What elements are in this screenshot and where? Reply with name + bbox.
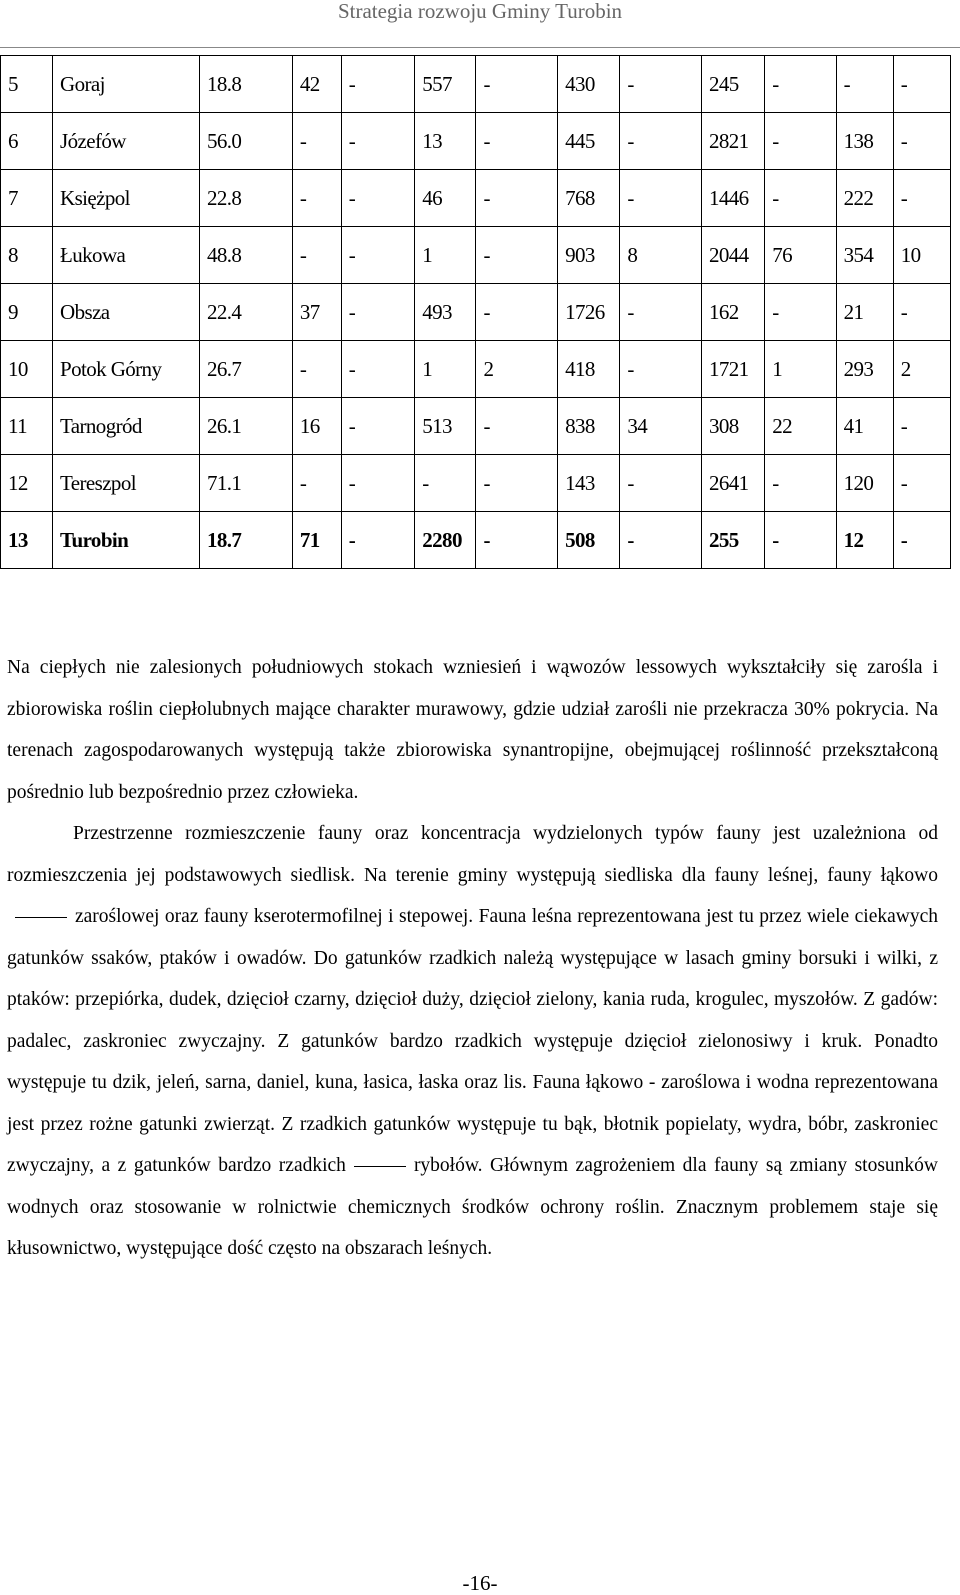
table-cell: 354 (836, 227, 893, 284)
table-cell: - (765, 113, 836, 170)
table-cell: 768 (558, 170, 620, 227)
table-cell: - (476, 284, 558, 341)
table-cell: - (765, 56, 836, 113)
table-cell: - (620, 455, 702, 512)
table-cell: 9 (1, 284, 53, 341)
table-cell: - (893, 56, 950, 113)
table-cell: 71 (292, 512, 341, 569)
table-cell: - (476, 512, 558, 569)
table-cell: Księżpol (53, 170, 200, 227)
table-cell: 18.8 (199, 56, 292, 113)
table-cell: 2044 (701, 227, 764, 284)
page-number: -16- (462, 1571, 498, 1595)
table-cell: 143 (558, 455, 620, 512)
table-row (1, 227, 951, 284)
table-cell: 445 (558, 113, 620, 170)
paragraph-fauna-part-1: Przestrzenne rozmieszczenie fauny oraz koncentracja wydzielonych typów fauny jest uzależniona od rozmieszczenia jej podstawowych siedlisk. Na terenie gminy występują siedliska dla fauny leśnej, fauny łąkowo (7, 823, 938, 886)
table-cell: - (765, 455, 836, 512)
table-cell: 2 (893, 341, 950, 398)
table-cell: - (341, 455, 414, 512)
table-cell: 6 (1, 113, 53, 170)
table-cell: 903 (558, 227, 620, 284)
table-cell: - (341, 398, 414, 455)
table-cell: 1446 (701, 170, 764, 227)
table-cell: 2641 (701, 455, 764, 512)
table-cell: 26.1 (199, 398, 292, 455)
table-cell: - (341, 113, 414, 170)
table-cell: - (893, 398, 950, 455)
table-cell: 2280 (415, 512, 476, 569)
table-cell: - (341, 56, 414, 113)
table-cell: - (893, 113, 950, 170)
table-cell: - (620, 284, 702, 341)
table-cell: - (341, 227, 414, 284)
table-cell: - (292, 341, 341, 398)
table-cell: 255 (701, 512, 764, 569)
table-cell: Goraj (53, 56, 200, 113)
table-cell: Józefów (53, 113, 200, 170)
table-cell: - (476, 113, 558, 170)
table-cell: 22.4 (199, 284, 292, 341)
running-header: Strategia rozwoju Gminy Turobin (337, 0, 623, 23)
table-cell: 245 (701, 56, 764, 113)
table-cell: - (476, 398, 558, 455)
table-cell: - (341, 284, 414, 341)
table-cell: 13 (1, 512, 53, 569)
table-cell: - (415, 455, 476, 512)
table-cell: 16 (292, 398, 341, 455)
table-cell: 308 (701, 398, 764, 455)
table-cell: - (292, 170, 341, 227)
table-cell: 5 (1, 56, 53, 113)
table-cell: - (765, 284, 836, 341)
table-cell: 557 (415, 56, 476, 113)
table-cell: 71.1 (199, 455, 292, 512)
table-cell: 838 (558, 398, 620, 455)
data-table (0, 55, 951, 569)
table-cell: - (341, 341, 414, 398)
table-cell: - (476, 170, 558, 227)
table-cell: - (620, 56, 702, 113)
table-cell: 493 (415, 284, 476, 341)
table-cell: 120 (836, 455, 893, 512)
table-cell: 18.7 (199, 512, 292, 569)
table-cell: 1 (765, 341, 836, 398)
table-cell: 2821 (701, 113, 764, 170)
table-cell: 11 (1, 398, 53, 455)
table-cell: 222 (836, 170, 893, 227)
table-cell: 293 (836, 341, 893, 398)
table-cell: - (893, 455, 950, 512)
table-cell: - (292, 455, 341, 512)
table-cell: - (476, 455, 558, 512)
table-cell: 1 (415, 341, 476, 398)
table-cell: 21 (836, 284, 893, 341)
table-cell: 42 (292, 56, 341, 113)
table-row (1, 284, 951, 341)
paragraph-fauna-part-2: zaroślowej oraz fauny kserotermofilnej i stepowej. Fauna leśna reprezentowana jest tu przez wiele ciekawych gatunków ssaków, ptaków i owadów. Do gatunków rzadkich należą występujące w lasach gminy borsuki i wilki, z ptaków: przepiórka, dudek, dzięcioł czarny, dzięcioł duży, dzięcioł zielony, kania ruda, krogulec, myszołów. Z gadów: padalec, zaskroniec zwyczajny. Z gatunków bardzo rzadkich występuje dzięcioł zielonosiwy i kruk. Ponadto występuje tu dzik, jeleń, sarna, daniel, kuna, łasica, łaska oraz lis. Fauna łąkowo - zaroślowa i wodna reprezentowana jest przez rożne gatunki zwierząt. Z rzadkich gatunków występuje tu bąk, błotnik popielaty, wydra, bóbr, zaskroniec zwyczajny, a z gatunków bardzo rzadkich (7, 906, 938, 1176)
table-cell: - (765, 512, 836, 569)
table-cell: 1 (415, 227, 476, 284)
table-cell: 26.7 (199, 341, 292, 398)
table-cell: 8 (620, 227, 702, 284)
table-cell: - (620, 341, 702, 398)
table-cell: 76 (765, 227, 836, 284)
table-cell: Tarnogród (53, 398, 200, 455)
table-body (1, 56, 951, 569)
table-cell: 13 (415, 113, 476, 170)
table-cell: - (620, 512, 702, 569)
table-cell: 48.8 (199, 227, 292, 284)
paragraph-flora: Na ciepłych nie zalesionych południowych stokach wzniesień i wąwozów lessowych wykształciły się zarośla i zbiorowiska roślin ciepłolubnych mające charakter murawowy, gdzie udział zarośli nie przekracza 30% pokrycia. Na terenach zagospodarowanych występują także zbiorowiska synantropijne, obejmującej roślinność przekształconą pośrednio lub bezpośrednio przez człowieka. (7, 657, 938, 803)
table-cell: 22.8 (199, 170, 292, 227)
table-cell: 162 (701, 284, 764, 341)
table-cell: - (292, 113, 341, 170)
table-cell: Potok Górny (53, 341, 200, 398)
table-cell: Obsza (53, 284, 200, 341)
table-cell: - (893, 170, 950, 227)
table-cell: 10 (893, 227, 950, 284)
table-cell: 1721 (701, 341, 764, 398)
table-cell: - (893, 284, 950, 341)
table-cell: - (893, 512, 950, 569)
table-cell: 12 (836, 512, 893, 569)
table-cell: Łukowa (53, 227, 200, 284)
table-cell: 430 (558, 56, 620, 113)
table-cell: 10 (1, 341, 53, 398)
table-row (1, 341, 951, 398)
table-cell: 1726 (558, 284, 620, 341)
table-cell: - (765, 170, 836, 227)
paragraph-fauna (7, 813, 938, 1270)
table-cell: Turobin (53, 512, 200, 569)
table-cell: 22 (765, 398, 836, 455)
table-cell: - (620, 170, 702, 227)
table-row (1, 512, 951, 569)
body-text (7, 647, 938, 1270)
table-row (1, 56, 951, 113)
paragraph-fauna-part-3: rybołów. Głównym zagrożeniem dla fauny są zmiany stosunków wodnych oraz stosowanie w rolnictwie chemicznych środków ochrony roślin. Znacznym problemem staje się kłusownictwo, występujące dość często na obszarach leśnych. (7, 1155, 939, 1259)
table-cell: 46 (415, 170, 476, 227)
table-cell: - (620, 113, 702, 170)
table-cell: - (476, 227, 558, 284)
table-row (1, 170, 951, 227)
table-cell: 37 (292, 284, 341, 341)
table-cell: 2 (476, 341, 558, 398)
table-cell: - (292, 227, 341, 284)
header-rule (0, 47, 960, 48)
table-cell: 418 (558, 341, 620, 398)
table-row (1, 398, 951, 455)
em-dash (15, 917, 67, 918)
table-cell: 12 (1, 455, 53, 512)
table-cell: - (836, 56, 893, 113)
em-dash (354, 1166, 406, 1167)
table-cell: 56.0 (199, 113, 292, 170)
table-cell: 34 (620, 398, 702, 455)
table-cell: - (476, 56, 558, 113)
table-cell: 41 (836, 398, 893, 455)
table-cell: 7 (1, 170, 53, 227)
table-cell: 8 (1, 227, 53, 284)
table-row (1, 113, 951, 170)
table-cell: 508 (558, 512, 620, 569)
table-row (1, 455, 951, 512)
table-cell: - (341, 512, 414, 569)
table-cell: 138 (836, 113, 893, 170)
table-cell: - (341, 170, 414, 227)
table-cell: Tereszpol (53, 455, 200, 512)
table-cell: 513 (415, 398, 476, 455)
